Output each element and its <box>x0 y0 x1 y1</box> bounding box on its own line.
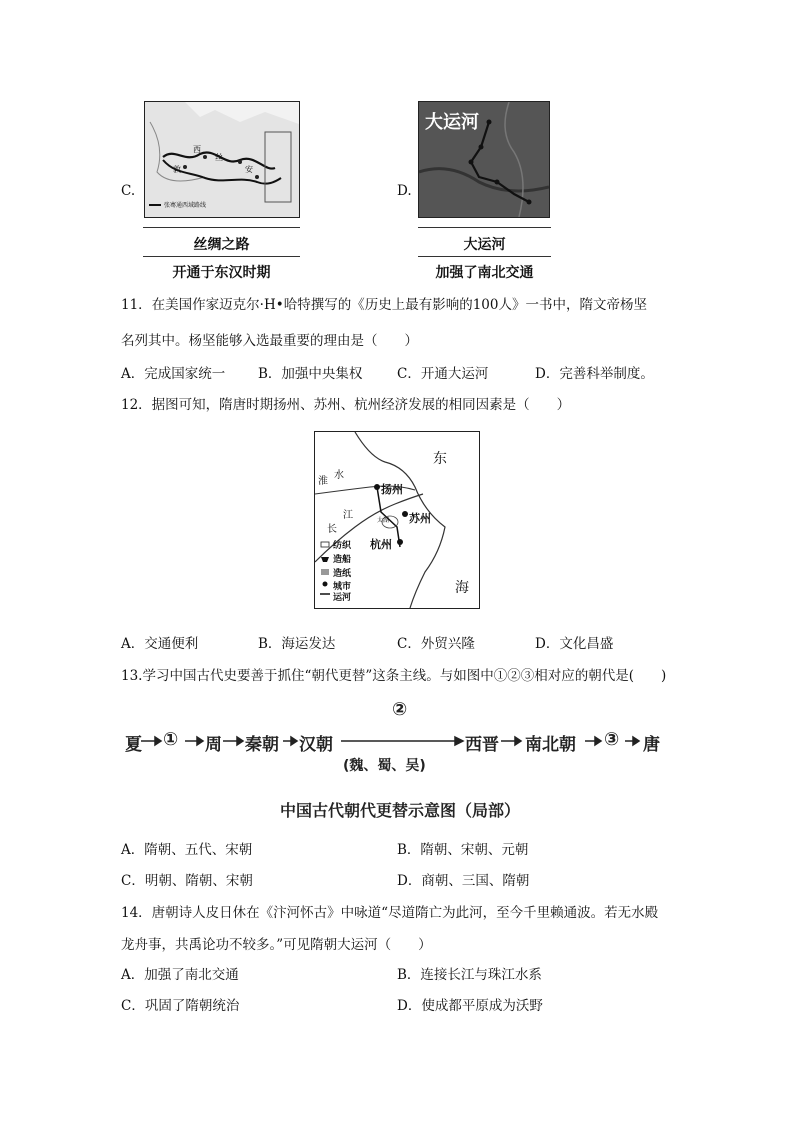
city-label: 安 <box>245 165 253 174</box>
dynasty-xia: 夏 <box>125 735 142 755</box>
caption-divider <box>143 227 300 228</box>
dynasty-diagram <box>125 693 675 773</box>
option-c[interactable]: C．开通大运河 <box>397 366 489 382</box>
option-a[interactable]: A．完成国家统一 <box>121 366 226 382</box>
option-b[interactable]: B．隋朝、宋朝、元朝 <box>397 842 529 858</box>
option-b[interactable]: B．海运发达 <box>258 636 336 652</box>
grand-canal-map <box>418 101 550 218</box>
sea-label: 海 <box>455 580 469 596</box>
legend-item: 运河 <box>333 593 352 603</box>
caption-divider <box>143 256 300 257</box>
legend-item: 城市 <box>333 582 352 592</box>
option-a[interactable]: A．交通便利 <box>121 636 199 652</box>
dynasty-nanbei: 南北朝 <box>525 735 576 755</box>
caption-divider <box>418 227 551 228</box>
option-d-label: D. <box>397 183 412 199</box>
lake-label: 太湖 <box>377 517 390 524</box>
legend-item: 造纸 <box>333 569 352 579</box>
option-d[interactable]: D．使成都平原成为沃野 <box>397 998 543 1014</box>
option-b[interactable]: B．加强中央集权 <box>258 366 363 382</box>
question-14-stem: 14．唐朝诗人皮日休在《汴河怀古》中咏道“尽道隋亡为此河，至今千里赖通波。若无水殿 <box>121 905 659 921</box>
option-c[interactable]: C．巩固了隋朝统治 <box>121 998 240 1014</box>
map-caption: 开通于东汉时期 <box>172 265 271 281</box>
city-label: 敦 <box>173 165 181 174</box>
option-d[interactable]: D．完善科举制度。 <box>535 366 654 382</box>
city-suzhou: 苏州 <box>409 512 431 525</box>
map-legend: 张骞通西域路线 <box>164 202 207 209</box>
blank-3: ③ <box>604 729 620 750</box>
dynasty-han: 汉朝 <box>299 735 333 755</box>
option-c-label: C. <box>121 183 136 199</box>
dynasty-tang: 唐 <box>643 735 660 755</box>
map-title: 大运河 <box>463 237 506 253</box>
city-label: 西 <box>193 145 201 154</box>
blank-1: ① <box>163 729 179 750</box>
river-label: 江 <box>343 510 353 521</box>
question-12-stem: 12．据图可知，隋唐时期扬州、苏州、杭州经济发展的相同因素是（ ） <box>121 397 571 413</box>
map-label: 大运河 <box>425 112 479 133</box>
option-b[interactable]: B．连接长江与珠江水系 <box>397 967 542 983</box>
option-c[interactable]: C．外贸兴隆 <box>397 636 475 652</box>
city-label: 丝 <box>215 153 223 162</box>
question-11-stem-cont: 名列其中。杨坚能够入选最重要的理由是（ ） <box>121 333 418 349</box>
option-c[interactable]: C．明朝、隋朝、宋朝 <box>121 873 253 889</box>
river-label: 长 <box>327 524 337 535</box>
option-a[interactable]: A．隋朝、五代、宋朝 <box>121 842 253 858</box>
three-kingdoms: (魏、蜀、吴) <box>343 758 426 774</box>
dynasty-qin: 秦朝 <box>245 735 279 755</box>
silk-road-map <box>144 101 300 218</box>
blank-2: ② <box>392 699 408 720</box>
legend-item: 造船 <box>333 555 352 565</box>
caption-divider <box>418 256 551 257</box>
option-d[interactable]: D．商朝、三国、隋朝 <box>397 873 530 889</box>
option-a[interactable]: A．加强了南北交通 <box>121 967 239 983</box>
dynasty-zhou: 周 <box>205 735 222 755</box>
diagram-title: 中国古代朝代更替示意图（局部） <box>279 801 520 820</box>
map-title: 丝绸之路 <box>193 237 250 253</box>
city-hangzhou: 杭州 <box>370 538 392 551</box>
jiangnan-map <box>314 431 480 609</box>
question-13-stem: 13.学习中国古代史要善于抓住“朝代更替”这条主线。与如图中①②③相对应的朝代是( ) <box>121 668 667 684</box>
question-11-stem: 11．在美国作家迈克尔·H•哈特撰写的《历史上最有影响的100人》一书中，隋文帝杨坚 <box>121 297 647 313</box>
question-14-stem-cont: 龙舟事，共禹论功不较多。”可见隋朝大运河（ ） <box>121 937 432 953</box>
east-label: 东 <box>433 451 447 467</box>
river-label: 水 <box>334 470 344 481</box>
city-yangzhou: 扬州 <box>381 483 403 496</box>
map-caption: 加强了南北交通 <box>435 265 534 281</box>
option-d[interactable]: D．文化昌盛 <box>535 636 614 652</box>
legend-item: 纺织 <box>333 541 352 551</box>
river-label: 淮 <box>318 476 328 487</box>
dynasty-xijin: 西晋 <box>465 735 499 755</box>
